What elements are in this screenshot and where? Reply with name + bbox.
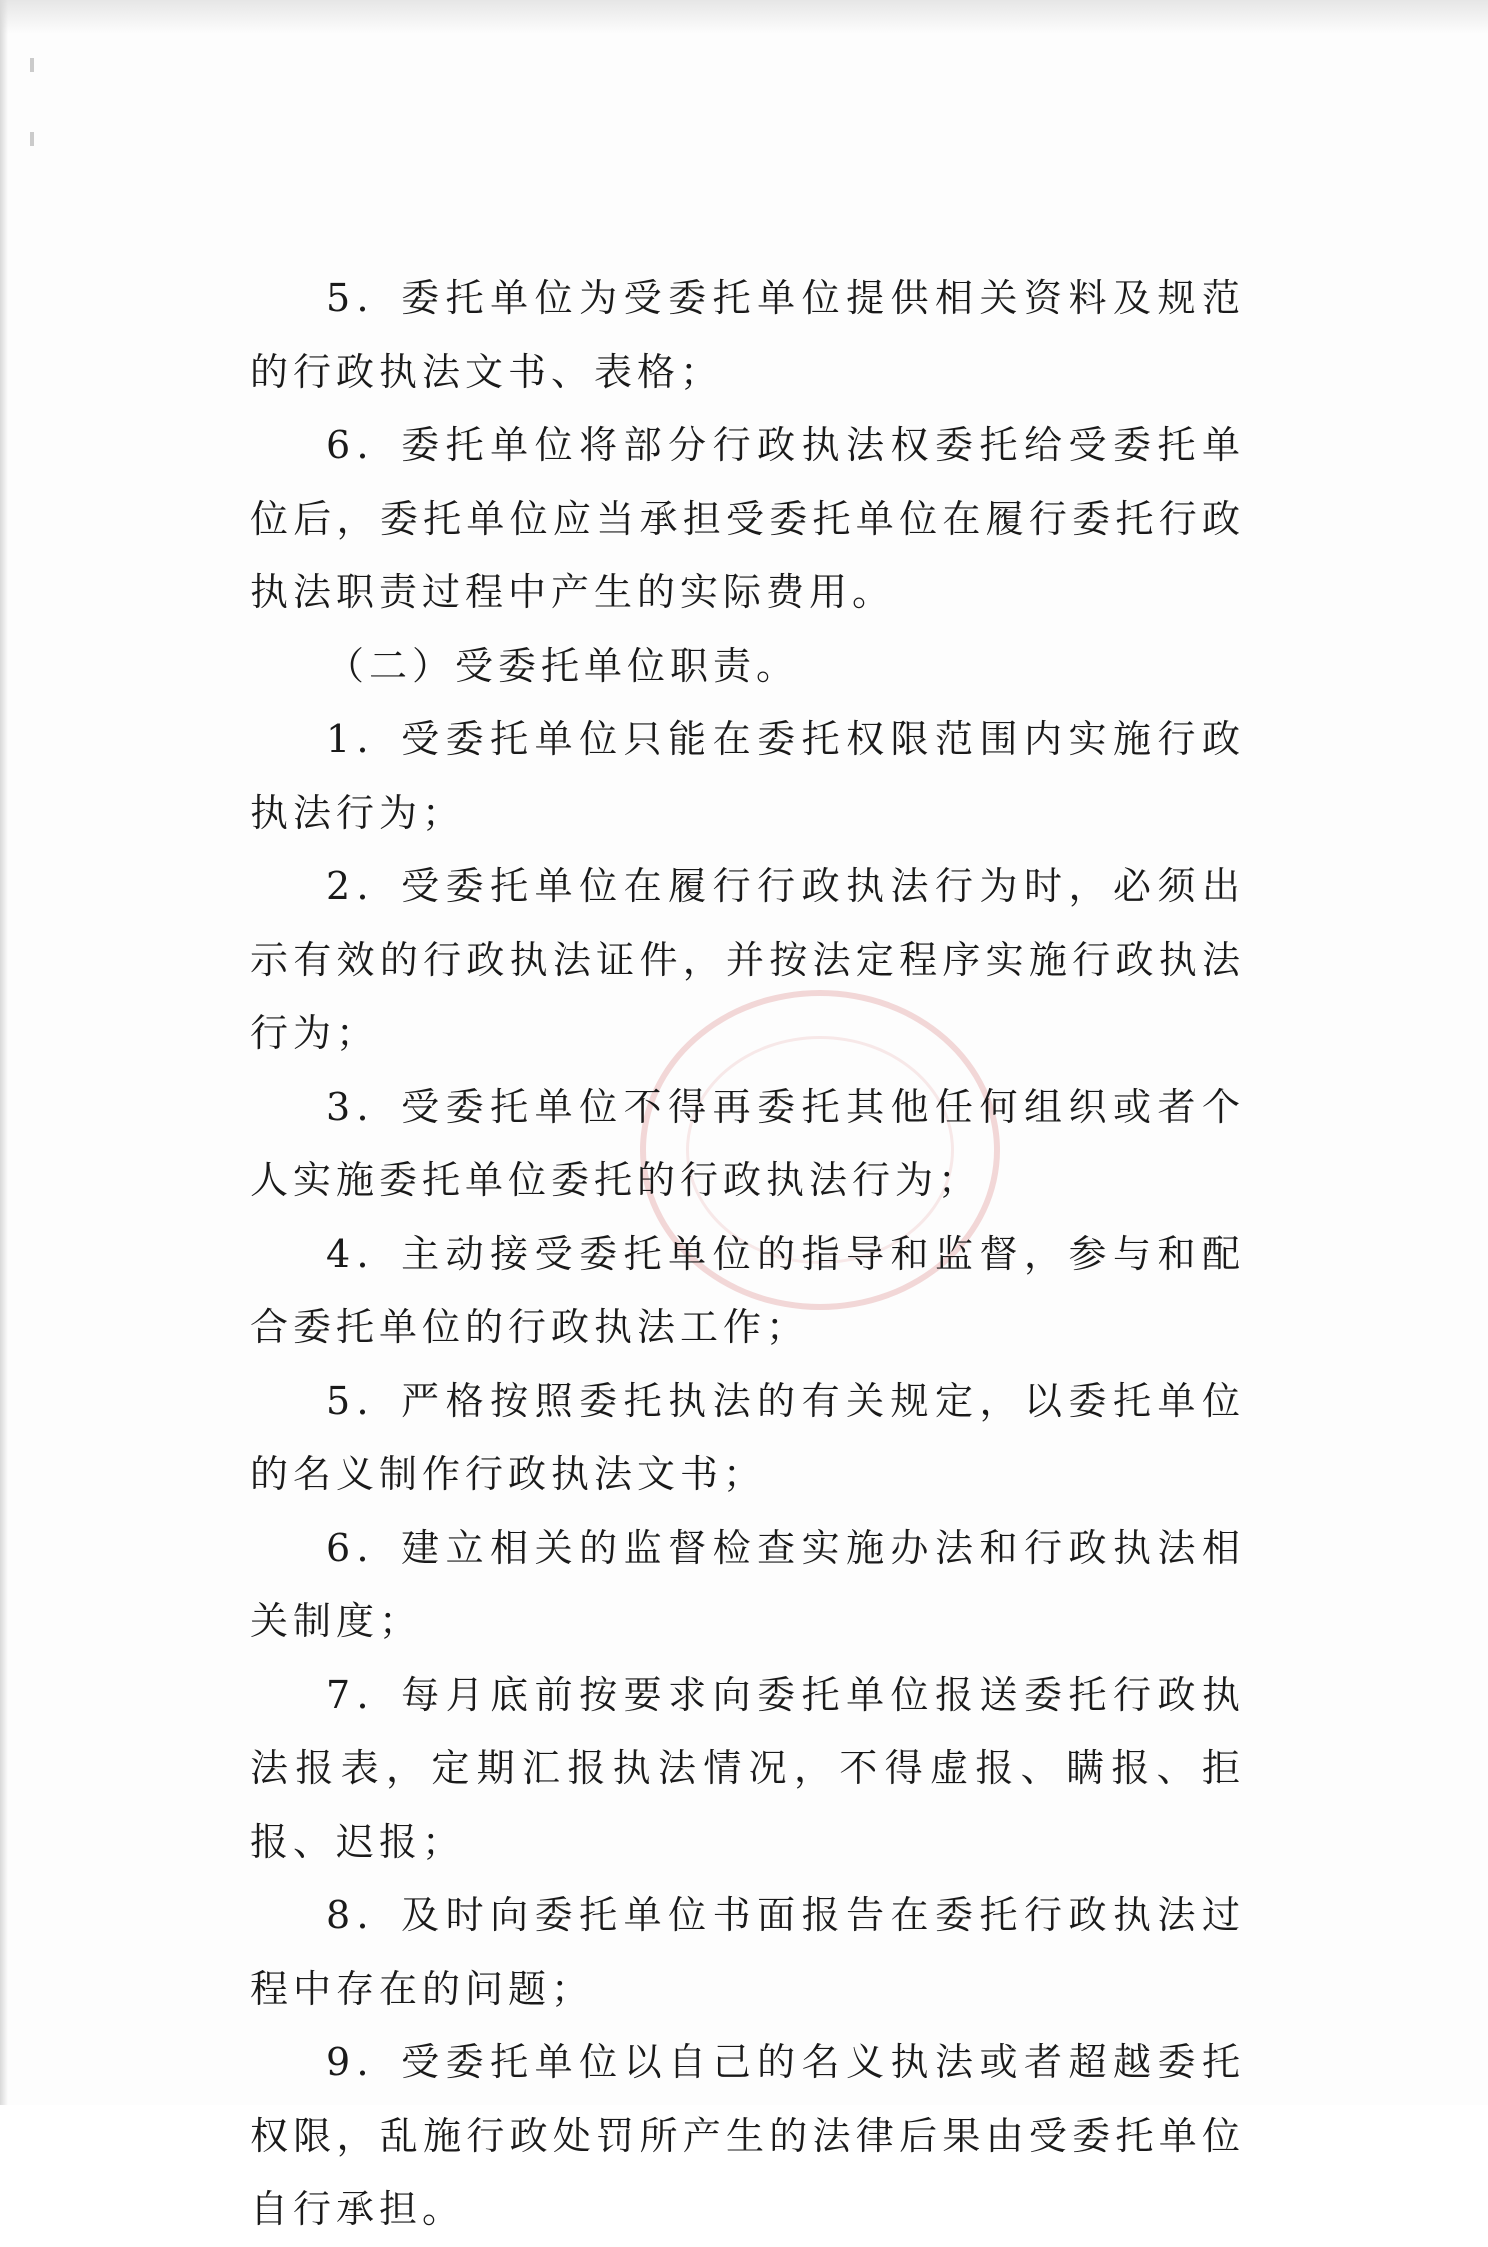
- paragraph-duty-7: 7．每月底前按要求向委托单位报送委托行政执法报表，定期汇报执法情况，不得虚报、瞒报、拒报、迟报；: [250, 1672, 1245, 1864]
- paragraph-duty-2: 2．受委托单位在履行行政执法行为时，必须出示有效的行政执法证件，并按法定程序实施行政执法行为；: [250, 864, 1245, 1055]
- paragraph-item-5-provide-materials: 5．委托单位为受委托单位提供相关资料及规范的行政执法文书、表格；: [250, 276, 1245, 394]
- document-body: [250, 262, 1245, 2247]
- paragraph-duty-6: 6．建立相关的监督检查实施办法和行政执法相关制度；: [250, 1525, 1245, 1643]
- binding-mark: [30, 58, 34, 72]
- scan-left-shadow: [0, 0, 8, 2105]
- paragraph-duty-5: 5．严格按照委托执法的有关规定，以委托单位的名义制作行政执法文书；: [250, 1378, 1245, 1496]
- paragraph-duty-4: 4．主动接受委托单位的指导和监督，参与和配合委托单位的行政执法工作；: [250, 1231, 1245, 1349]
- paragraph-item-6-bear-costs: 6．委托单位将部分行政执法权委托给受委托单位后，委托单位应当承担受委托单位在履行委托行政执法职责过程中产生的实际费用。: [250, 423, 1245, 614]
- paragraph-duty-9: 9．受委托单位以自己的名义执法或者超越委托权限，乱施行政处罚所产生的法律后果由受委托单位自行承担。: [250, 2040, 1245, 2231]
- scan-top-shadow: [0, 0, 1488, 34]
- paragraph-duty-3: 3．受委托单位不得再委托其他任何组织或者个人实施委托单位委托的行政执法行为；: [250, 1084, 1245, 1202]
- paragraph-duty-1: 1．受委托单位只能在委托权限范围内实施行政执法行为；: [250, 717, 1245, 835]
- paragraph-duty-8: 8．及时向委托单位书面报告在委托行政执法过程中存在的问题；: [250, 1893, 1245, 2011]
- section-heading-entrusted-duties: （二）受委托单位职责。: [326, 643, 800, 688]
- binding-mark: [30, 132, 34, 146]
